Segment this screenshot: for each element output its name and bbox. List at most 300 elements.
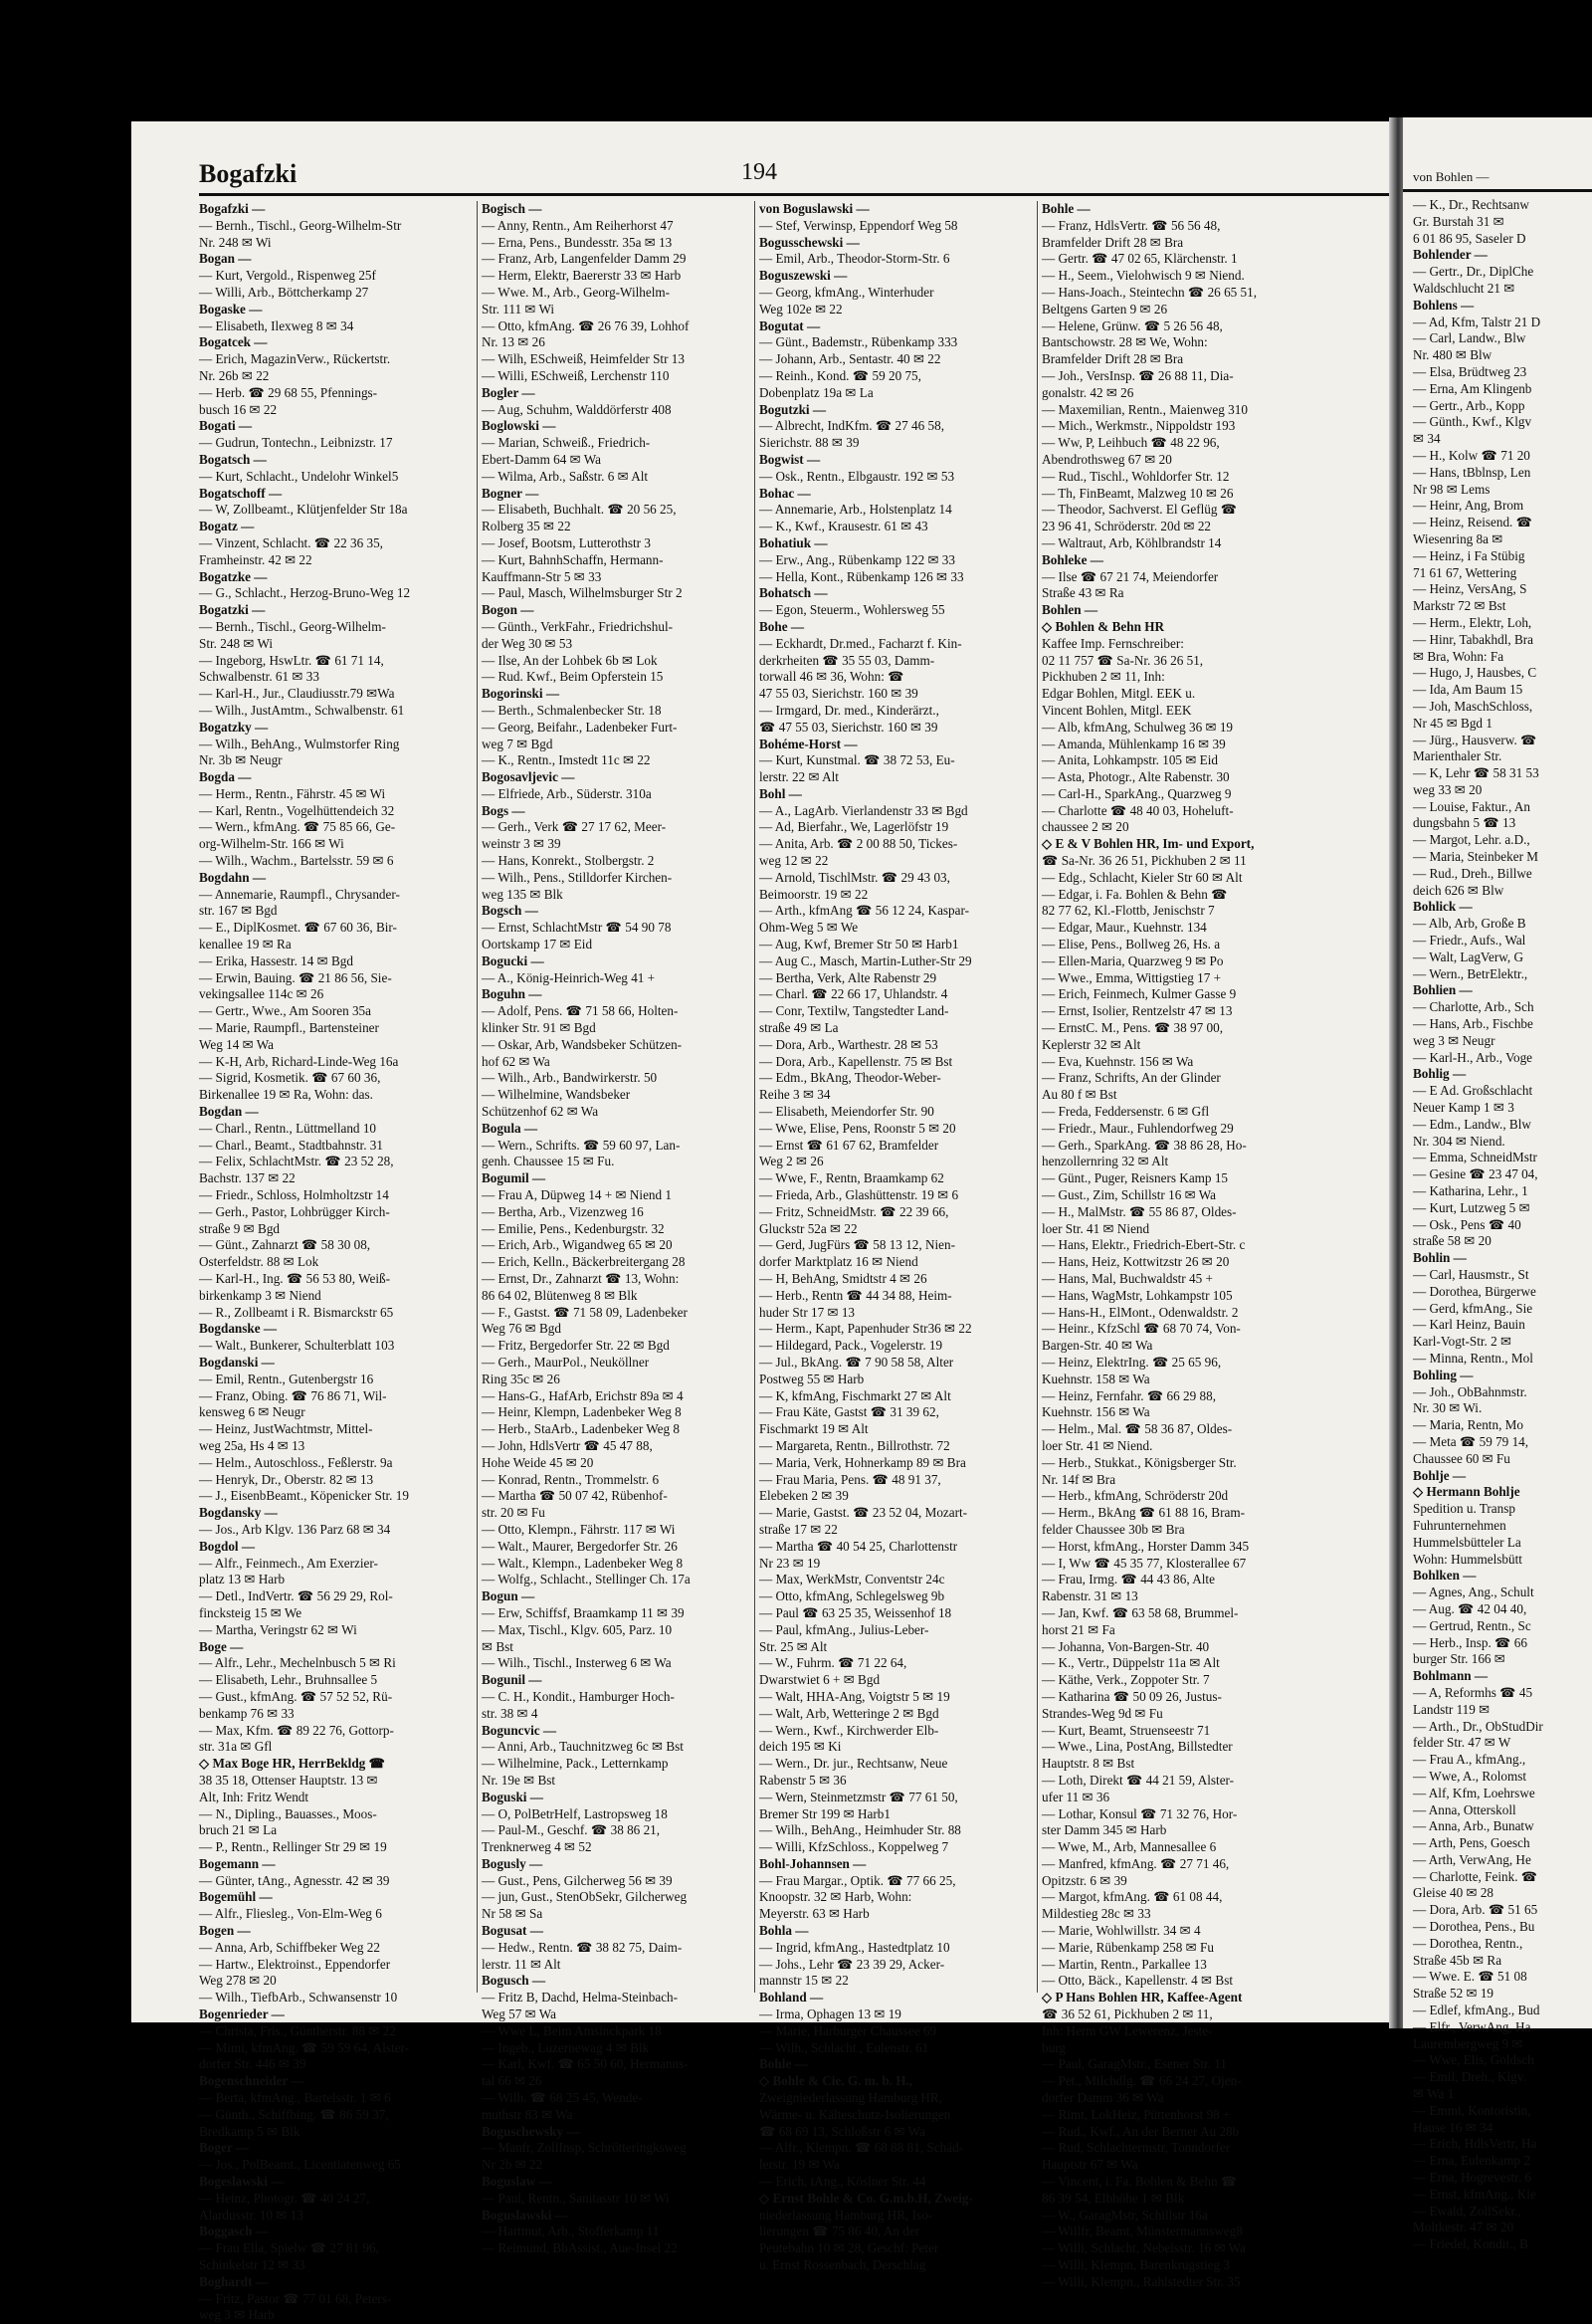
directory-entry-line: — Waltraut, Arb, Köhlbrandstr 14 xyxy=(1042,534,1222,550)
directory-entry-line: — Erna, Hogrevestr. 6 xyxy=(1413,2170,1532,2186)
directory-entry-line: lerstr. 22 ✉ Alt xyxy=(759,769,839,785)
directory-entry-line: Spedition u. Transp xyxy=(1413,1501,1515,1517)
directory-entry-line: — Minna, Rentn., Mol xyxy=(1413,1350,1533,1366)
directory-entry-line: Chaussee 60 ✉ Fu xyxy=(1413,1450,1510,1466)
directory-entry-line: — Anni, Arb., Tauchnitzweg 6c ✉ Bst xyxy=(482,1739,684,1755)
directory-entry-line: — Friedr., Maur., Fuhlendorfweg 29 xyxy=(1042,1120,1234,1136)
directory-entry-line: — Wilh., Tischl., Insterweg 6 ✉ Wa xyxy=(482,1655,672,1671)
directory-entry-line: — Bertha, Verk, Alte Rabenstr 29 xyxy=(759,969,937,985)
directory-entry-line: — Gerh., MaurPol., Neuköllner xyxy=(482,1354,650,1370)
directory-entry-line: Bohland — xyxy=(759,1990,824,2006)
directory-entry-line: Ohm-Weg 5 ✉ We xyxy=(759,920,859,936)
directory-entry-line: — Reinh., Kond. ☎ 59 20 75, xyxy=(759,367,921,383)
directory-entry-line: Vincent Bohlen, Mitgl. EEK xyxy=(1042,702,1192,718)
directory-entry-line: — Dorothea, Pens., Bu xyxy=(1413,1919,1535,1935)
directory-entry-line: Bredkamp 5 ✉ Blk xyxy=(199,2123,300,2139)
directory-entry-line: ◇ Bohle & Cie. G. m. b. H., xyxy=(759,2073,913,2089)
directory-entry-line: torwall 46 ✉ 36, Wohn: ☎ xyxy=(759,669,904,685)
directory-entry-line: Bogemann — xyxy=(199,1855,276,1871)
listing-column-4 xyxy=(1042,201,1340,2291)
directory-entry-line: Pickhuben 2 ✉ 11, Inh: xyxy=(1042,669,1165,685)
directory-entry-line: Bohle — xyxy=(759,2056,808,2072)
directory-entry-line: — Irmgard, Dr. med., Kinderärzt., xyxy=(759,702,939,718)
directory-entry-line: — Irma, Ophagen 13 ✉ 19 xyxy=(759,2007,901,2022)
directory-entry-line: — Georg, kfmAng., Winterhuder xyxy=(759,284,934,300)
directory-entry-line: klinker Str. 91 ✉ Bgd xyxy=(482,1020,596,1036)
directory-entry-line: — Otto, kfmAng, Schlegelsweg 9b xyxy=(759,1588,945,1604)
directory-entry-line: deich 195 ✉ Ki xyxy=(759,1739,842,1755)
directory-entry-line: Nr 2b ✉ 22 xyxy=(482,2157,543,2173)
directory-entry-line: ster Damm 345 ✉ Harb xyxy=(1042,1822,1167,1838)
directory-entry-line: — Wilh., Wachm., Bartelsstr. 59 ✉ 6 xyxy=(199,853,394,869)
directory-entry-line: Bohlens — xyxy=(1413,297,1475,313)
directory-entry-line: — Gerh., Pastor, Lohbrügger Kirch- xyxy=(199,1203,390,1219)
directory-entry-line: — Margareta, Rentn., Billrothstr. 72 xyxy=(759,1437,950,1453)
directory-entry-line: — Ww, P, Leihbuch ☎ 48 22 96, xyxy=(1042,435,1220,451)
directory-entry-line: weg 12 ✉ 22 xyxy=(759,853,829,869)
directory-entry-line: — Elisabeth, Buchhalt. ☎ 20 56 25, xyxy=(482,502,677,518)
directory-entry-line: loer Str. 41 ✉ Niend. xyxy=(1042,1437,1153,1453)
directory-entry-line: Bogusch — xyxy=(482,1973,546,1989)
directory-entry-line: Bogenschneider — xyxy=(199,2073,304,2089)
directory-entry-line: — Alf, Kfm, Loehrswe xyxy=(1413,1785,1535,1800)
directory-entry-line: straße 17 ✉ 22 xyxy=(759,1521,838,1537)
directory-entry-line: — Arth., Dr., ObStudDir xyxy=(1413,1718,1543,1734)
directory-entry-line: — Henryk, Dr., Oberstr. 82 ✉ 13 xyxy=(199,1471,374,1487)
directory-entry-line: — Jos., Arb Klgv. 136 Parz 68 ✉ 34 xyxy=(199,1521,391,1537)
column-divider xyxy=(754,201,755,1993)
directory-entry-line: Kauffmann-Str 5 ✉ 33 xyxy=(482,568,602,584)
directory-entry-line: — Jos., PolBeamt., Licentiatenweg 65 xyxy=(199,2157,401,2173)
directory-entry-line: — Jan, Kwf. ☎ 63 58 68, Brummel- xyxy=(1042,1604,1239,1620)
directory-entry-line: — Martin, Rentn., Parkallee 13 xyxy=(1042,1956,1207,1972)
directory-entry-line: — Frau A, Düpweg 14 + ✉ Niend 1 xyxy=(482,1187,673,1203)
directory-entry-line: Framheinstr. 42 ✉ 22 xyxy=(199,551,312,567)
directory-entry-line: Birkenallee 19 ✉ Ra, Wohn: das. xyxy=(199,1087,373,1103)
directory-entry-line: — Margot, kfmAng. ☎ 61 08 44, xyxy=(1042,1889,1223,1905)
directory-entry-line: — Walt, HHA-Ang, Voigtstr 5 ✉ 19 xyxy=(759,1688,950,1704)
directory-entry-line: burger Str. 166 ✉ xyxy=(1413,1651,1505,1667)
directory-entry-line: Str. 25 ✉ Alt xyxy=(759,1638,828,1654)
directory-entry-line: Wohn: Hummelsbütt xyxy=(1413,1551,1522,1567)
directory-entry-line: — Annemarie, Raumpfl., Chrysander- xyxy=(199,886,400,902)
directory-entry-line: — Heinr, Klempn, Ladenbeker Weg 8 xyxy=(482,1404,682,1420)
directory-entry-line: Beltgens Garten 9 ✉ 26 xyxy=(1042,301,1168,317)
directory-entry-line: Nr. 3b ✉ Neugr xyxy=(199,752,283,768)
directory-entry-line: — Louise, Faktur., An xyxy=(1413,798,1530,814)
directory-entry-line: weg 7 ✉ Bgd xyxy=(482,736,553,751)
directory-entry-line: ufer 11 ✉ 36 xyxy=(1042,1789,1110,1804)
directory-entry-line: — Wilh. ☎ 68 25 45, Wende- xyxy=(482,2090,643,2106)
directory-entry-line: str. 167 ✉ Bgd xyxy=(199,903,278,919)
directory-entry-line: Bogdanski — xyxy=(199,1354,275,1370)
directory-entry-line: — Arth, VerwAng, He xyxy=(1413,1851,1531,1867)
directory-entry-line: — Günt., Bademstr., Rübenkamp 333 xyxy=(759,334,958,350)
directory-entry-line: Bohlick — xyxy=(1413,899,1473,915)
directory-entry-line: burg xyxy=(1042,2039,1066,2055)
directory-entry-line: — Frau Ella, Spielw ☎ 27 81 96, xyxy=(199,2240,379,2256)
directory-entry-line: lierungen ☎ 75 86 40, An der xyxy=(759,2223,920,2239)
directory-entry-line: — Herm, Elektr, Baererstr 33 ✉ Harb xyxy=(482,268,682,284)
directory-entry-line: — John, HdlsVertr ☎ 45 47 88, xyxy=(482,1437,653,1453)
directory-entry-line: Bogatz — xyxy=(199,519,255,534)
directory-entry-line: — Johanna, Von-Bargen-Str. 40 xyxy=(1042,1638,1210,1654)
directory-entry-line: — Charl., Rentn., Lüttmelland 10 xyxy=(199,1120,377,1136)
directory-entry-line: — Elisabeth, Ilexweg 8 ✉ 34 xyxy=(199,317,354,333)
directory-entry-line: straße 9 ✉ Bgd xyxy=(199,1220,281,1236)
directory-page xyxy=(131,121,1395,2323)
directory-entry-line: von Boguslawski — xyxy=(759,201,870,216)
directory-entry-line: — Hartw., Elektroinst., Eppendorfer xyxy=(199,1956,391,1972)
directory-entry-line: — Bernh., Tischl., Georg-Wilhelm-Str xyxy=(199,217,402,233)
directory-entry-line: — Rud., Tischl., Wohldorfer Str. 12 xyxy=(1042,468,1230,484)
directory-entry-line: Bargen-Str. 40 ✉ Wa xyxy=(1042,1338,1153,1354)
directory-entry-line: — K, kfmAng, Fischmarkt 27 ✉ Alt xyxy=(759,1387,951,1403)
directory-entry-line: — Hans, Elektr., Friedrich-Ebert-Str. c xyxy=(1042,1237,1246,1253)
directory-entry-line: — Annemarie, Arb., Holstenplatz 14 xyxy=(759,502,952,518)
directory-entry-line: u. Ernst Rossenbach, Derschlag xyxy=(759,2257,926,2273)
directory-entry-line: — H., MalMstr. ☎ 55 86 87, Oldes- xyxy=(1042,1203,1237,1219)
directory-entry-line: — Alb, Arb, Große B xyxy=(1413,916,1526,932)
directory-entry-line: — Karl Heinz, Bauin xyxy=(1413,1317,1525,1333)
directory-entry-line: Bohac — xyxy=(759,485,811,501)
directory-entry-line: mannstr 15 ✉ 22 xyxy=(759,1973,849,1989)
directory-entry-line: — Sigrid, Kosmetik. ☎ 67 60 36, xyxy=(199,1070,381,1086)
directory-entry-line: — Paul, Masch, Wilhelmsburger Str 2 xyxy=(482,585,683,601)
directory-entry-line: — jun, Gust., StenObSekr, Gilcherweg xyxy=(482,1889,688,1905)
directory-entry-line: dorfer Marktplatz 16 ✉ Niend xyxy=(759,1254,918,1270)
directory-entry-line: — Martha ☎ 50 07 42, Rübenhof- xyxy=(482,1488,668,1504)
directory-entry-line: Boguski — xyxy=(482,1789,543,1804)
directory-entry-line: — Ingeb., Luzernewag 4 ✉ Blk xyxy=(482,2039,650,2055)
directory-entry-line: — Vinzent, Schlacht. ☎ 22 36 35, xyxy=(199,534,383,550)
directory-entry-line: — Wilh, ESchweiß, Heimfelder Str 13 xyxy=(482,351,685,367)
directory-entry-line: — Wwe, M., Arb, Mannesallee 6 xyxy=(1042,1839,1217,1855)
directory-entry-line: benkamp 76 ✉ 33 xyxy=(199,1705,295,1721)
directory-entry-line: — Otto, kfmAng. ☎ 26 76 39, Lohhof xyxy=(482,317,690,333)
directory-entry-line: vekingsallee 114c ✉ 26 xyxy=(199,986,324,1002)
directory-entry-line: — Joh, MaschSchloss, xyxy=(1413,698,1533,714)
directory-entry-line: — Hans, WagMstr, Lohkampstr 105 xyxy=(1042,1287,1233,1303)
directory-entry-line: Dwarstwiet 6 + ✉ Bgd xyxy=(759,1672,881,1688)
directory-entry-line: Boggasch — xyxy=(199,2223,269,2239)
directory-entry-line: Ebert-Damm 64 ✉ Wa xyxy=(482,451,601,467)
directory-entry-line: — Hartmut, Arb., Stofferkamp 11 xyxy=(482,2223,660,2239)
directory-entry-line: — Gerh., SparkAng. ☎ 38 86 28, Ho- xyxy=(1042,1137,1247,1153)
directory-entry-line: — Edg., Schlacht, Kieler Str 60 ✉ Alt xyxy=(1042,869,1243,885)
directory-entry-line: — Max, WerkMstr, Conventstr 24c xyxy=(759,1572,945,1587)
directory-entry-line: — I, Ww ☎ 45 35 77, Klosterallee 67 xyxy=(1042,1555,1247,1571)
directory-entry-line: — Edlef, kfmAng., Bud xyxy=(1413,2003,1540,2018)
directory-entry-line: gonalstr. 42 ✉ 26 xyxy=(1042,384,1134,400)
directory-entry-line: — Herb. ☎ 29 68 55, Pfennings- xyxy=(199,384,378,400)
directory-entry-line: Gr. Burstah 31 ✉ xyxy=(1413,213,1504,229)
directory-entry-line: — Emil, Dreh., Klgv. xyxy=(1413,2069,1526,2085)
directory-entry-line: — Willi, Klempn., Rahlstedter Str. 35 xyxy=(1042,2273,1241,2289)
directory-entry-line: — O, PolBetrHelf, Lastropsweg 18 xyxy=(482,1805,668,1821)
directory-entry-line: Bohlje — xyxy=(1413,1467,1467,1483)
directory-entry-line: Boger — xyxy=(199,2140,249,2156)
directory-entry-line: weg 3 ✉ Harb xyxy=(199,2307,275,2323)
directory-entry-line: Nr 98 ✉ Lems xyxy=(1413,481,1491,497)
directory-entry-line: — Emmi, Kontoristin, xyxy=(1413,2102,1531,2118)
directory-entry-line: — Fritz B, Dachd, Helma-Steinbach- xyxy=(482,1990,679,2006)
directory-entry-line: str. 31a ✉ Gfl xyxy=(199,1739,273,1755)
directory-entry-line: — H, BehAng, Smidtstr 4 ✉ 26 xyxy=(759,1271,927,1286)
directory-entry-line: — Wilh., Arb., Bandwirkerstr. 50 xyxy=(482,1070,658,1086)
directory-entry-line: — Martha, Veringstr 62 ✉ Wi xyxy=(199,1621,357,1637)
directory-entry-line: — H., Seem., Vielohwisch 9 ✉ Niend. xyxy=(1042,268,1245,284)
directory-entry-line: Boguhn — xyxy=(482,986,542,1002)
directory-entry-line: — Erw., Ang., Rübenkamp 122 ✉ 33 xyxy=(759,551,955,567)
directory-entry-line: — Heinr., KfzSchl ☎ 68 70 74, Von- xyxy=(1042,1321,1241,1337)
directory-entry-line: — Herb., kfmAng, Schröderstr 20d xyxy=(1042,1488,1229,1504)
directory-entry-line: Opitzstr. 6 ✉ 39 xyxy=(1042,1872,1127,1888)
directory-entry-line: — Hella, Kont., Rübenkamp 126 ✉ 33 xyxy=(759,568,964,584)
directory-entry-line: — Fritz, SchneidMstr. ☎ 22 39 66, xyxy=(759,1203,949,1219)
directory-entry-line: — Gerd, JugFürs ☎ 58 13 12, Nien- xyxy=(759,1237,956,1253)
directory-entry-line: Hohe Weide 45 ✉ 20 xyxy=(482,1454,594,1470)
directory-entry-line: Zweigniederlassung Hamburg HR, xyxy=(759,2090,942,2106)
directory-entry-line: — Käthe, Verk., Zoppoter Str. 7 xyxy=(1042,1672,1210,1688)
next-page-edge xyxy=(1403,117,1592,2252)
directory-entry-line: — Osk., Pens ☎ 40 xyxy=(1413,1216,1521,1232)
directory-entry-line: Boguszewski — xyxy=(759,268,848,284)
directory-entry-line: — Charl., Beamt., Stadtbahnstr. 31 xyxy=(199,1137,383,1153)
directory-entry-line: felder Str. 47 ✉ W xyxy=(1413,1735,1511,1751)
directory-entry-line: — Paul-M., Geschf. ☎ 38 86 21, xyxy=(482,1822,661,1838)
directory-entry-line: Bogatsch — xyxy=(199,451,267,467)
directory-entry-line: — Marie, Wohlwillstr. 34 ✉ 4 xyxy=(1042,1923,1201,1939)
directory-entry-line: — Helm., Mal. ☎ 58 36 87, Oldes- xyxy=(1042,1421,1233,1437)
directory-entry-line: — Gertr. ☎ 47 02 65, Klärchenstr. 1 xyxy=(1042,251,1238,267)
directory-entry-line: — Heinz, ElektrIng. ☎ 25 65 96, xyxy=(1042,1354,1222,1370)
directory-entry-line: Bohlmann — xyxy=(1413,1668,1489,1684)
directory-entry-line: — K., Dr., Rechtsanw xyxy=(1413,197,1529,212)
directory-entry-line: Mildestieg 28c ✉ 33 xyxy=(1042,1906,1151,1922)
directory-entry-line: — R., Zollbeamt i R. Bismarckstr 65 xyxy=(199,1304,394,1320)
directory-entry-line: ☎ 47 55 03, Sierichstr. 160 ✉ 39 xyxy=(759,719,938,735)
directory-entry-line: Weg 2 ✉ 26 xyxy=(759,1154,824,1169)
directory-entry-line: fincksteig 15 ✉ We xyxy=(199,1604,302,1620)
directory-entry-line: Bantschowstr. 28 ✉ We, Wohn: xyxy=(1042,334,1208,350)
directory-entry-line: — Kurt, BahnhSchaffn, Hermann- xyxy=(482,551,664,567)
directory-entry-line: Nr. 26b ✉ 22 xyxy=(199,367,270,383)
directory-entry-line: Bogatcek — xyxy=(199,334,268,350)
directory-entry-line: — Jul., BkAng. ☎ 7 90 58 58, Alter xyxy=(759,1354,954,1370)
directory-entry-line: Bogosavljevic — xyxy=(482,769,575,785)
directory-entry-line: — Wern., Schrifts. ☎ 59 60 97, Lan- xyxy=(482,1137,681,1153)
directory-entry-line: — Marie, Gastst. ☎ 23 52 04, Mozart- xyxy=(759,1505,968,1521)
directory-entry-line: Dobenplatz 19a ✉ La xyxy=(759,384,874,400)
directory-entry-line: — Erwin, Bauing. ☎ 21 86 56, Sie- xyxy=(199,969,392,985)
directory-entry-line: — Wwe., Lina, PostAng, Billstedter xyxy=(1042,1739,1233,1755)
directory-entry-line: Bogdansky — xyxy=(199,1505,278,1521)
directory-entry-line: — Marian, Schweiß., Friedrich- xyxy=(482,435,651,451)
directory-entry-line: — Herb., StaArb., Ladenbeker Weg 8 xyxy=(482,1421,681,1437)
directory-entry-line: — Aug. ☎ 42 04 40, xyxy=(1413,1600,1527,1616)
directory-entry-line: — Gerd, kfmAng., Sie xyxy=(1413,1300,1533,1316)
directory-entry-line: — Hans-H., ElMont., Odenwaldstr. 2 xyxy=(1042,1304,1239,1320)
directory-entry-line: — Wilh., Pens., Stilldorfer Kirchen- xyxy=(482,869,673,885)
directory-entry-line: — N., Dipling., Bauasses., Moos- xyxy=(199,1805,377,1821)
directory-entry-line: Bogatzki — xyxy=(199,602,266,618)
directory-entry-line: — Erna, Pens., Bundesstr. 35a ✉ 13 xyxy=(482,234,673,250)
directory-entry-line: — J., EisenbBeamt., Köpenicker Str. 19 xyxy=(199,1488,409,1504)
directory-entry-line: — Arth, Pens, Goesch xyxy=(1413,1835,1530,1851)
directory-entry-line: Bogatzke — xyxy=(199,568,268,584)
directory-entry-line: — Conr, Textilw, Tangstedter Land- xyxy=(759,1003,949,1019)
directory-entry-line: — Berth., Schmalenbecker Str. 18 xyxy=(482,702,662,718)
directory-entry-line: — A., LagArb. Vierlandenstr 33 ✉ Bgd xyxy=(759,802,968,818)
directory-entry-line: — Maria, Rentn, Mo xyxy=(1413,1417,1523,1433)
directory-entry-line: — Johann, Arb., Sentastr. 40 ✉ 22 xyxy=(759,351,941,367)
header-rule xyxy=(199,193,1395,196)
directory-entry-line: derkrheiten ☎ 35 55 03, Damm- xyxy=(759,652,935,668)
directory-entry-line: — Theodor, Sachverst. El Geflüg ☎ xyxy=(1042,502,1238,518)
directory-entry-line: Meyerstr. 63 ✉ Harb xyxy=(759,1906,870,1922)
directory-entry-line: — Walt, Arb, Wetteringe 2 ✉ Bgd xyxy=(759,1705,939,1721)
directory-entry-line: — Herm., Elektr, Loh, xyxy=(1413,614,1532,630)
directory-entry-line: — Alfr., Lehr., Mechelnbusch 5 ✉ Ri xyxy=(199,1655,396,1671)
directory-entry-line: — Walt, LagVerw, G xyxy=(1413,949,1524,964)
directory-entry-line: — Herm., Kapt, Papenhuder Str36 ✉ 22 xyxy=(759,1321,972,1337)
directory-entry-line: — K., Rentn., Imstedt 11c ✉ 22 xyxy=(482,752,651,768)
directory-entry-line: — Hans, Arb., Fischbe xyxy=(1413,1016,1533,1032)
directory-entry-line: — Friedr., Schloss, Holmholtzstr 14 xyxy=(199,1187,389,1203)
directory-entry-line: Hauptstr. 8 ✉ Bst xyxy=(1042,1756,1135,1772)
directory-entry-line: Bogorinski — xyxy=(482,686,560,702)
directory-entry-line: lerstr. 19 ✉ Wa xyxy=(759,2157,840,2173)
directory-entry-line: 23 96 41, Schröderstr. 20d ✉ 22 xyxy=(1042,519,1212,534)
directory-entry-line: — Wwe, Elis, Goldsch xyxy=(1413,2052,1534,2068)
next-page-rule xyxy=(1403,189,1592,192)
directory-entry-line: — Gust., Zim, Schillstr 16 ✉ Wa xyxy=(1042,1187,1216,1203)
directory-entry-line: Straße 52 ✉ 19 xyxy=(1413,1986,1494,2002)
directory-entry-line: — Heinr, Ang, Brom xyxy=(1413,498,1524,514)
directory-entry-line: — Günth., Schiffbing. ☎ 86 59 37, xyxy=(199,2106,389,2122)
directory-entry-line: Boge — xyxy=(199,1638,244,1654)
directory-entry-line: weg 25a, Hs 4 ✉ 13 xyxy=(199,1437,305,1453)
directory-entry-line: — Heinz, Photogr. ☎ 40 24 27, xyxy=(199,2190,370,2206)
directory-entry-line: Sierichstr. 88 ✉ 39 xyxy=(759,435,860,451)
directory-entry-line: — Willi, KfzSchloss., Koppelweg 7 xyxy=(759,1839,949,1855)
directory-entry-line: — Aug C., Masch, Martin-Luther-Str 29 xyxy=(759,952,972,968)
directory-entry-line: — Ernst ☎ 61 67 62, Bramfelder xyxy=(759,1137,939,1153)
directory-entry-line: — Rud, Schlachtermstr, Tonndorfer xyxy=(1042,2140,1231,2156)
directory-entry-line: genh. Chaussee 15 ✉ Fu. xyxy=(482,1154,615,1169)
directory-entry-line: — W., GaragMstr, Schillstr 16a xyxy=(1042,2207,1208,2222)
directory-entry-line: — Otto, Bäck., Kapellenstr. 4 ✉ Bst xyxy=(1042,1973,1233,1989)
directory-entry-line: Trenknerweg 4 ✉ 52 xyxy=(482,1839,592,1855)
directory-entry-line: ◇ P Hans Bohlen HR, Kaffee-Agent xyxy=(1042,1990,1243,2006)
directory-entry-line: Keplerstr 32 ✉ Alt xyxy=(1042,1036,1141,1052)
directory-entry-line: henzollernring 32 ✉ Alt xyxy=(1042,1154,1169,1169)
directory-entry-line: — Jürg., Hausverw. ☎ xyxy=(1413,732,1537,747)
directory-entry-line: Rabenstr 5 ✉ 36 xyxy=(759,1772,847,1788)
directory-entry-line: Laurembergweg 9 ✉ xyxy=(1413,2035,1523,2051)
directory-entry-line: Bogafzki — xyxy=(199,201,266,216)
directory-entry-line: — Hans, tBblnsp, Len xyxy=(1413,464,1531,480)
directory-entry-line: Kuehnstr. 156 ✉ Wa xyxy=(1042,1404,1150,1420)
directory-entry-line: — Elsa, Brüdtweg 23 xyxy=(1413,363,1527,379)
directory-entry-line: muthstr 83 ✉ Wa xyxy=(482,2106,573,2122)
directory-entry-line: weg 3 ✉ Neugr xyxy=(1413,1032,1495,1048)
directory-entry-line: — Wern., Dr. jur., Rechtsanw, Neue xyxy=(759,1756,948,1772)
directory-entry-line: — Dorothea, Bürgerwe xyxy=(1413,1283,1536,1299)
directory-entry-line: — Gerh., Verk ☎ 27 17 62, Meer- xyxy=(482,819,667,835)
directory-entry-line: — Paul ☎ 63 25 35, Weissenhof 18 xyxy=(759,1604,952,1620)
directory-entry-line: — Osk., Rentn., Elbgaustr. 192 ✉ 53 xyxy=(759,468,955,484)
directory-entry-line: — Karl, Rentn., Vogelhüttendeich 32 xyxy=(199,802,395,818)
directory-entry-line: Bogusat — xyxy=(482,1923,543,1939)
directory-entry-line: dungsbahn 5 ☎ 13 xyxy=(1413,815,1516,831)
directory-entry-line: — Maria, Steinbeker M xyxy=(1413,849,1538,865)
directory-entry-line: Schinkelstr 12 ✉ 33 xyxy=(199,2257,305,2273)
directory-entry-line: — Gesine ☎ 23 47 04, xyxy=(1413,1166,1538,1182)
directory-entry-line: — Rud., Dreh., Billwe xyxy=(1413,865,1532,881)
directory-entry-line: — Kurt, Vergold., Rispenweg 25f xyxy=(199,268,376,284)
directory-entry-line: — Ingeborg, HswLtr. ☎ 61 71 14, xyxy=(199,652,384,668)
directory-entry-line: — Paul, GaragMstr., Esener Str. 11 xyxy=(1042,2056,1227,2072)
directory-entry-line: Weg 76 ✉ Bgd xyxy=(482,1321,561,1337)
directory-entry-line: Str. 248 ✉ Wi xyxy=(199,635,274,651)
directory-entry-line: Weg 102e ✉ 22 xyxy=(759,301,843,317)
directory-entry-line: — Günter, tAng., Agnesstr. 42 ✉ 39 xyxy=(199,1872,390,1888)
directory-entry-line: dorfer Damm 36 ✉ Wa xyxy=(1042,2090,1164,2106)
directory-entry-line: — Wilhelmine, Pack., Letternkamp xyxy=(482,1756,669,1772)
directory-entry-line: Postweg 55 ✉ Harb xyxy=(759,1371,865,1386)
directory-entry-line: — Fritz, Pastor ☎ 77 01 68, Peters- xyxy=(199,2290,392,2306)
directory-entry-line: Bogon — xyxy=(482,602,534,618)
directory-entry-line: — Hans, Konrekt., Stolbergstr. 2 xyxy=(482,853,655,869)
directory-entry-line: weg 135 ✉ Blk xyxy=(482,886,563,902)
directory-entry-line: — Aug, Kwf, Bremer Str 50 ✉ Harb1 xyxy=(759,937,959,952)
directory-entry-line: Bohe — xyxy=(759,618,805,634)
directory-entry-line: — Emma, SchneidMstr xyxy=(1413,1150,1537,1165)
directory-entry-line: — Heinz, Fernfahr. ☎ 66 29 88, xyxy=(1042,1387,1217,1403)
directory-entry-line: Boguschewsky — xyxy=(482,2123,580,2139)
directory-entry-line: — Karl, Kwf. ☎ 65 50 60, Hermanns- xyxy=(482,2056,689,2072)
directory-entry-line: — F., Gastst. ☎ 71 58 09, Ladenbeker xyxy=(482,1304,688,1320)
directory-entry-line: — Friedel, Kondit., B xyxy=(1413,2236,1528,2252)
directory-entry-line: Bohlig — xyxy=(1413,1066,1467,1082)
listing-column-3 xyxy=(759,201,1033,2274)
directory-entry-line: — Arth., kfmAng ☎ 56 12 24, Kaspar- xyxy=(759,903,970,919)
directory-entry-line: — Mimi, kfmAng. ☎ 59 59 64, Alster- xyxy=(199,2039,410,2055)
directory-entry-line: — Erika, Hassestr. 14 ✉ Bgd xyxy=(199,952,353,968)
directory-entry-line: birkenkamp 3 ✉ Niend xyxy=(199,1287,321,1303)
directory-entry-line: Bogsch — xyxy=(482,903,538,919)
directory-entry-line: Boguncvic — xyxy=(482,1722,557,1738)
directory-entry-line: — Hedw., Rentn. ☎ 38 82 75, Daim- xyxy=(482,1939,683,1955)
directory-entry-line: ☎ 68 69 13, Schloßstr 6 ✉ Wa xyxy=(759,2123,925,2139)
directory-entry-line: — Egon, Steuerm., Wohlersweg 55 xyxy=(759,602,945,618)
directory-entry-line: Bogdanske — xyxy=(199,1321,278,1337)
directory-entry-line: Bohlken — xyxy=(1413,1568,1477,1584)
directory-entry-line: — Wolfg., Schlacht., Stellinger Ch. 17a xyxy=(482,1572,691,1587)
directory-entry-line: — Gust., kfmAng. ☎ 57 52 52, Rü- xyxy=(199,1688,393,1704)
directory-entry-line: — Walt., Maurer, Bergedorfer Str. 26 xyxy=(482,1538,678,1554)
directory-entry-line: — Günth., VerkFahr., Friedrichshul- xyxy=(482,618,674,634)
directory-entry-line: — Paul, kfmAng., Julius-Leber- xyxy=(759,1621,929,1637)
directory-entry-line: — Heinz, VersAng, S xyxy=(1413,581,1527,597)
directory-entry-line: Boghardt — xyxy=(199,2273,269,2289)
directory-entry-line: — Ad, Bierfahr., We, Lagerlöfstr 19 xyxy=(759,819,949,835)
directory-entry-line: — Bertha, Arb., Vizenzweg 16 xyxy=(482,1203,644,1219)
directory-entry-line: Rolberg 35 ✉ 22 xyxy=(482,519,571,534)
directory-entry-line: Bogner — xyxy=(482,485,539,501)
